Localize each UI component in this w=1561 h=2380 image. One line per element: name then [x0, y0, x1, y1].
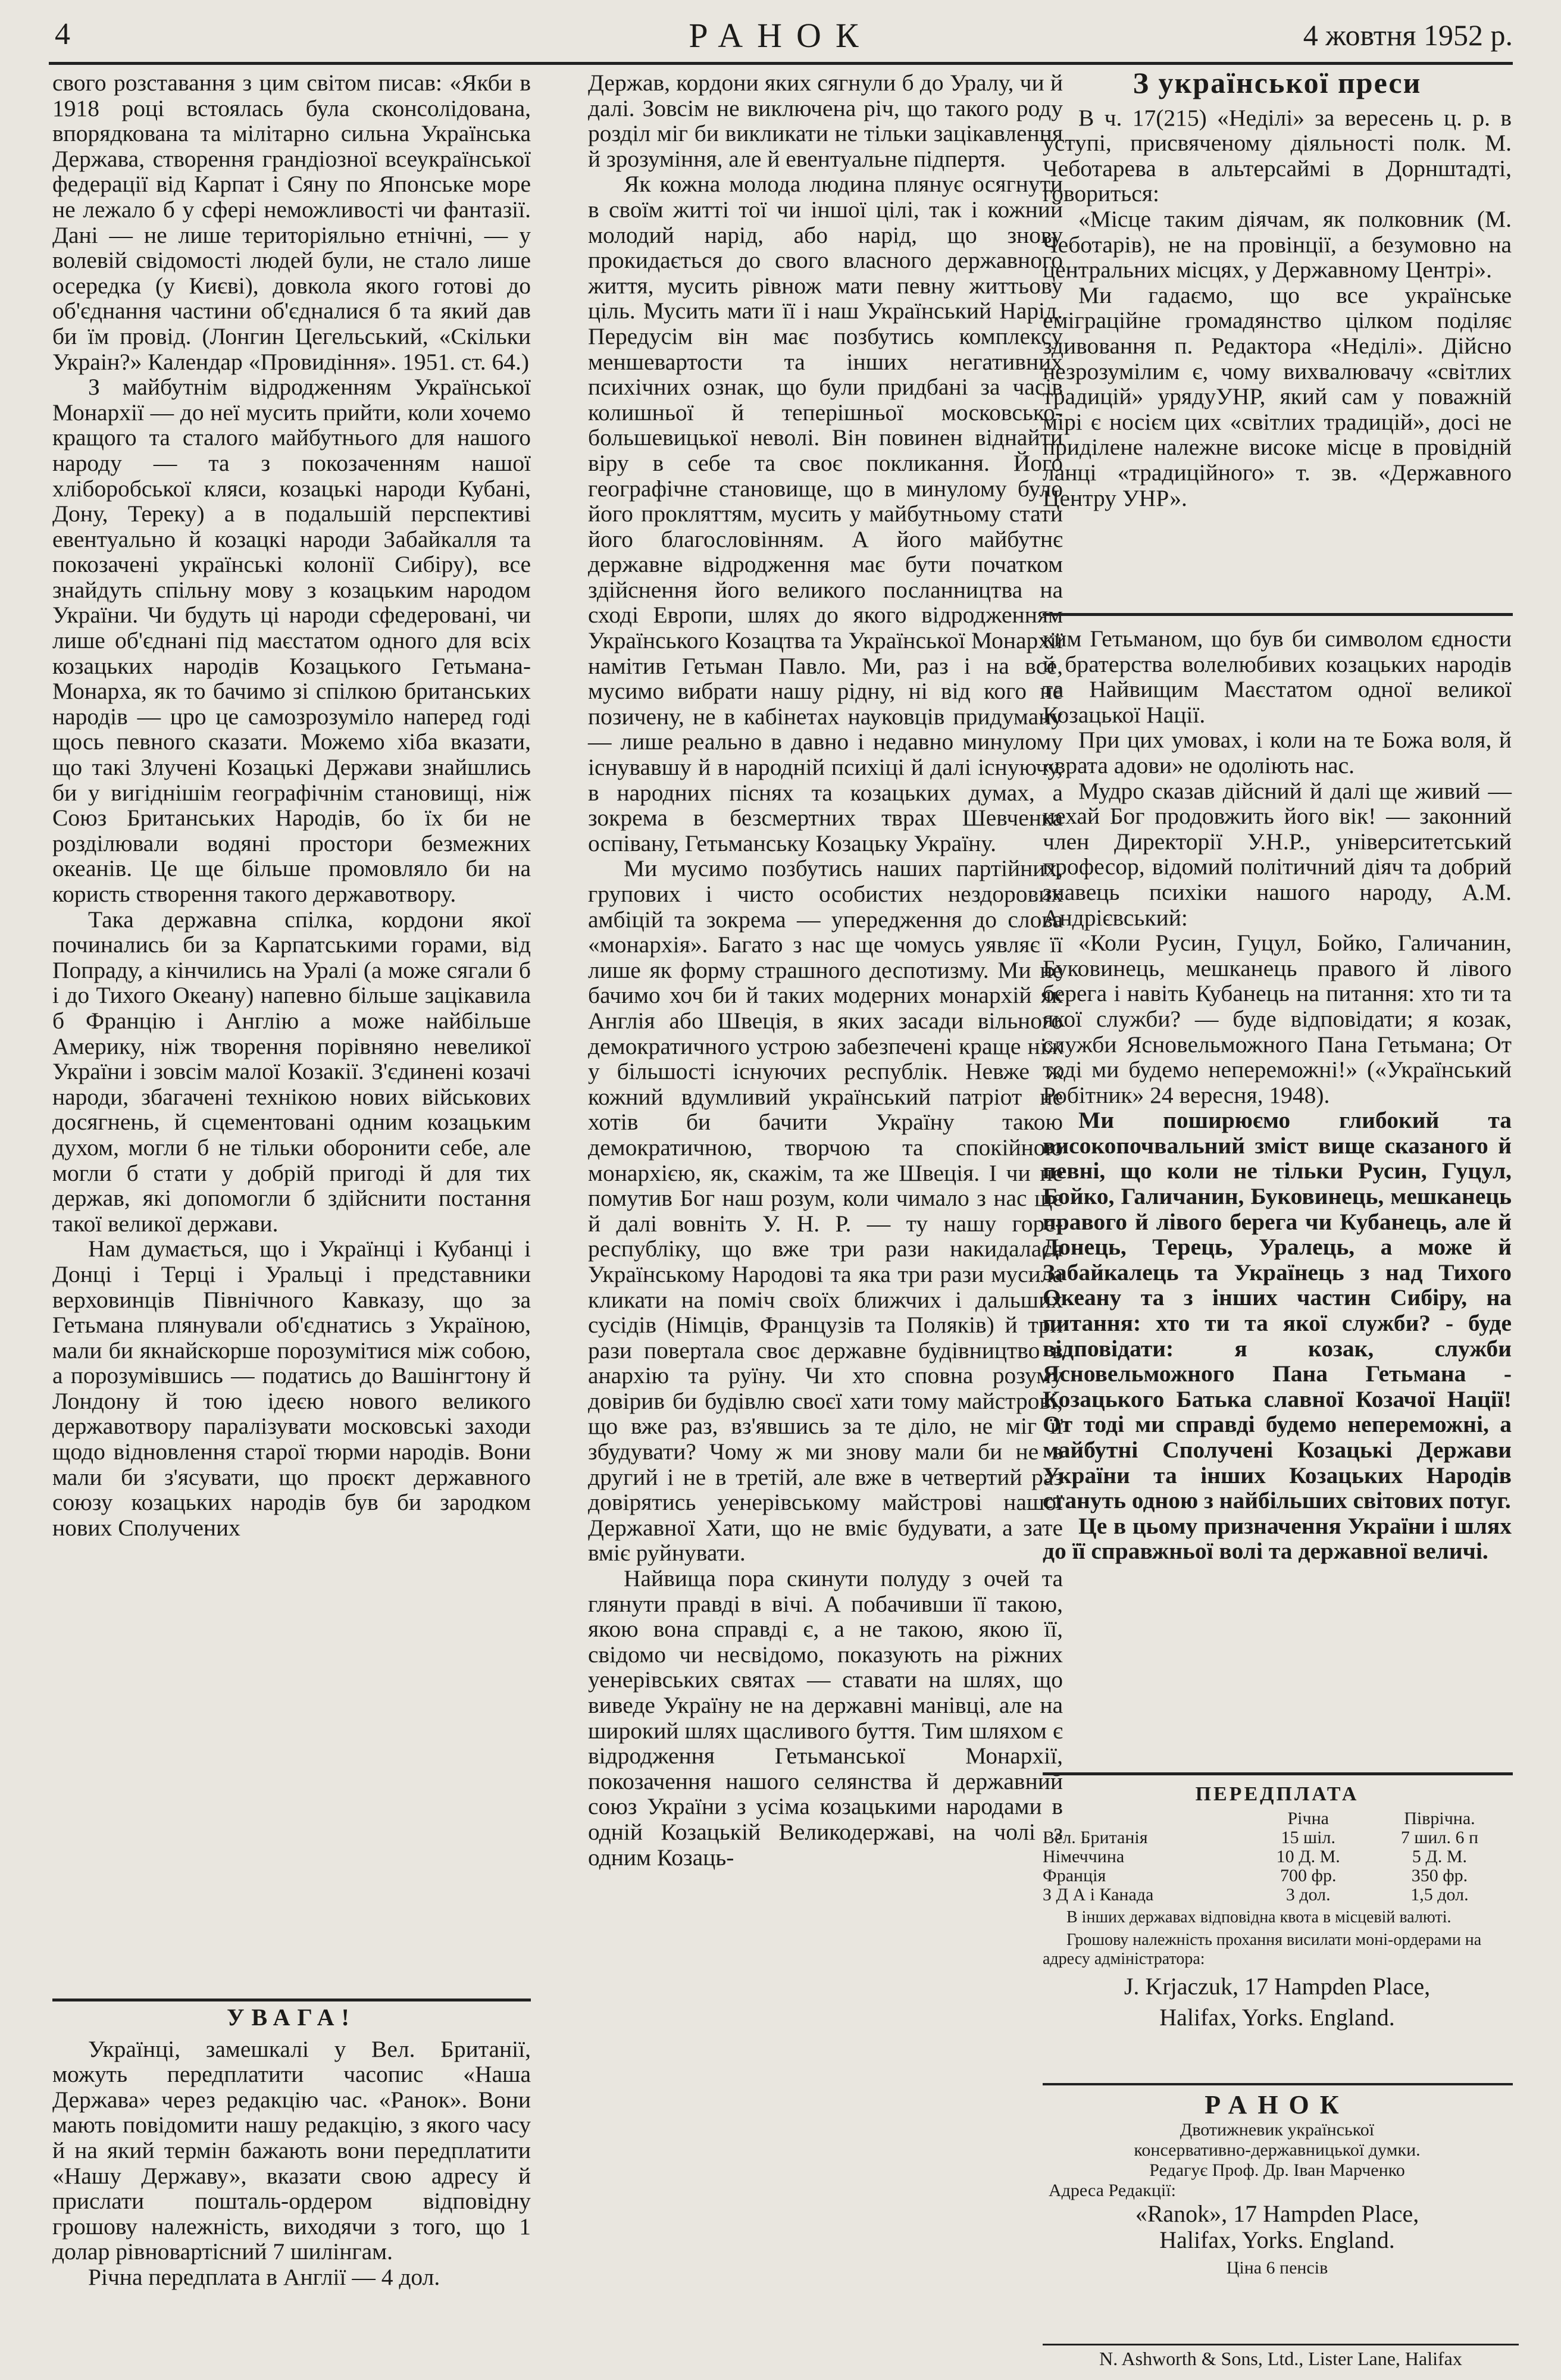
table-cell: З Д А і Канада [1043, 1885, 1154, 1904]
table-cell: 5 Д. М. [1412, 1847, 1467, 1866]
article-paragraph: При цих умовах, і коли на те Божа воля, й «врата адови» не одоліють нас. [1043, 727, 1512, 778]
table-cell: 1,5 дол. [1410, 1885, 1469, 1904]
notice-title: УВАГА! [227, 2004, 356, 2031]
column-1 [52, 70, 531, 1540]
press-paragraph: «Місце таким діячам, як полковник (М. Чеботарів), не на провінції, а безумовно на центральних місцях, у Державному Центрі». [1043, 205, 1512, 283]
column-2 [588, 70, 1063, 1870]
section-divider [1043, 1772, 1513, 1775]
table-cell: 15 шіл. [1281, 1828, 1335, 1847]
subscription-note: В інших державах відповідна квота в місцевій валюті. [1066, 1908, 1451, 1926]
table-row [1043, 1866, 1512, 1885]
article-paragraph: Нам думається, що і Українці і Кубанці і Донці і Терці і Уральці і представники верховинців Північного Кавказу, що за Гетьмана плянували об'єднатись з Україною, мали би якнайскорше порозумітися між собою, а порозумівшись — податись до Вашінгтону й Лондону й тою ідеєю нового великого державотвору паралізувати московські заходи щодо відновлення старої тюрми народів. Вони мали би з'ясувати, що проєкт державного союзу козацьких народів був би зародком нових Сполучених [52, 1236, 531, 1541]
table-cell: 3 дол. [1285, 1885, 1331, 1904]
editorial-address-line: Halifax, Yorks. England. [1159, 2226, 1395, 2253]
press-title: З української преси [1133, 66, 1422, 99]
page-number: 4 [55, 17, 70, 51]
page-header [49, 13, 1513, 65]
masthead-subtitle: Редагує Проф. Др. Іван Марченко [1149, 2160, 1405, 2180]
press-section [1043, 66, 1512, 511]
table-cell: Вел. Британія [1043, 1828, 1148, 1847]
section-divider [1043, 613, 1513, 616]
article-paragraph: Це в цьому призначення України і шлях до її справжньої волі та державної величі. [1043, 1512, 1512, 1565]
notice-paragraph: Річна передплата в Англії — 4 дол. [88, 2263, 440, 2290]
masthead-subtitle: консервативно-державницької думки. [1134, 2140, 1421, 2160]
article-paragraph: Ми мусимо позбутись наших партійних, групових і чисто особистих нездорових амбіцій та зокрема — упередження до слова «монархія». Багато з нас ще чомусь уявляє її лише як форму страшного деспотизму. Ми не бачимо хоч би й таких модерних монархій як Англія або Швеція, в яких засади вільного демократичного устрою забезпечені краще ніж у більшості існуючих республік. Невже ж кожний вдумливий український патріот не хотів би бачити Україну такою демократичною, творчою та спокійною монархією, як, скажім, та же Швеція. І чи не помутив Бог наш розум, коли чимало з нас ще й далі вовніть У. Н. Р. — ту нашу горе-республіку, що вже три рази накидалася Українському Народові та яка три рази мусила кликати на поміч своїх ближчих і дальших сусідів (Німців, Французів та Поляків) й три рази повертала своє державне будівництво в анархію та руїну. Чи хто сповна розуму довірив би будівлю своєї хати тому майстрові, що вже раз, вз'явшись за те діло, не міг її збудувати? Чому ж ми знову мали би не в другий і не в третій, але вже в четвертий раз довірятись уенерівському майстрові нашої Державної Хати, що не вміє будувати, а зате вміє руйнувати. [588, 855, 1063, 1566]
masthead-title: РАНОК [1205, 2090, 1350, 2119]
admin-address-line: J. Krjaczuk, 17 Hampden Place, [1124, 1973, 1431, 2000]
table-cell: 700 фр. [1280, 1866, 1337, 1885]
table-row [1043, 1847, 1512, 1866]
subscription-note: Грошову належність прохання висилати моні-ордерами на адресу адміністратора: [1043, 1931, 1482, 1968]
address-label: Адреса Редакції: [1049, 2181, 1176, 2200]
notice-box [52, 1999, 531, 2290]
article-paragraph: Мудро сказав дійсний й далі ще живий — нехай Бог продовжить його вік! — законний член Директорії У.Н.Р., університетський професор, відомий політичний діяч та добрий знавець психіки нашого народу, А.М. Андрієвський: [1043, 777, 1512, 931]
table-cell: Німеччина [1043, 1847, 1125, 1866]
table-row [1043, 1885, 1512, 1904]
article-paragraph: Найвища пора скинути полуду з очей та глянути правді в вічі. А побачивши її такою, якою вона справді є, а не такою, якою її, свідомо чи несвідомо, показують на ріжних уенерівських святах — ставати на шлях, що виведе Україну не на державні манівці, але на широкий шлях щасливого буття. Тим шляхом є відродження Гетьманської Монархії, покозачення нашого селянства й державний союз України з усіма козацькими народами в одній Козацькій Великодержаві, на чолі з одним Козаць- [588, 1565, 1063, 1871]
article-paragraph: «Коли Русин, Гуцул, Бойко, Галичанин, Буковинець, мешканець правого й лівого берега і навіть Кубанець на питання: хто ти та якої служби? — буде відповідати; я козак, служби Ясновельможного Пана Гетьмана; От тоді ми будемо непереможні!» («Український Робітник» 24 вересня, 1948). [1043, 930, 1512, 1108]
article-paragraph: З майбутнім відродженням Української Монархії — до неї мусить прийти, коли хочемо кращого та сталого майбутнього для нашого народу — та з покозаченням нашої хліборобської кляси, козацькі народи Кубані, Дону, Тереку) а в подальшій перспективі евентуально й козацкі народи Забайкалля та покозачені українські колонії Сибіру), все знайдуть спільну мову з козацьким народом України. Чи будуть ці народи сфедеровані, чи лише об'єднані під маєстатом одного для всіх козацьких народів Козацького Гетьмана-Монарха, як то бачимо зі спілкою британських народів — цро це самозрозуміло наперед годі щось певного сказати. Можемо хіба вказати, що такі Злучені Козацькі Держави знайшлись би у вигіднішім географічнім становищі, ніж Союз Британських Народів, бо їх би не розділювали водяні простори безмежних океанів. Це ще більше промовляло би на користь створення такого державотвору. [52, 374, 531, 907]
admin-address-line: Halifax, Yorks. England. [1159, 2004, 1395, 2031]
table-header [1043, 1809, 1249, 1828]
subscription-table [1043, 1809, 1512, 1904]
masthead-subtitle: Двотижневик української [1180, 2120, 1375, 2140]
table-cell: Франція [1043, 1866, 1106, 1885]
article-paragraph: Як кожна молода людина плянує осягнути в своїм житті тої чи іншої цілі, так і кожний молодий нарід, або нарід, що знову прокидається до свого власного державного життя, мусить рівнож мати певну життьову ціль. Мусить мати її і наш Український Нарід. Передусім він має позбутись комплексу меншевартости та інших негативних психічних ознак, що були придбані за часів колишньої й теперішньої московсько-большевицької неволі. Він повинен віднайти віру в себе та своє покликання. Його географічне становище, що в минулому було його прокляттям, мусить у майбутньому стати його благословінням. А його майбутнє державне відродження має бути початком здійснення його великого посланництва на сході Европи, шлях до якого відродженням Українського Козацтва та Української Монархії намітив Гетьман Павло. Ми, раз і на все, мусимо вибрати нашу рідну, ні від кого не позичену, не в кабінетах науковців придуману — лише реально в давно і недавно минулому існувавшу й в народній психіці й далі існуючу, в народних піснях та козацьких думах, а зокрема в безсмертних тврах Шевченка оспівану, Гетьманську Козацьку Україну. [588, 171, 1063, 856]
press-paragraph: Ми гадаємо, що все українське еміграційне громадянство цілком поділяє здивовання п. Редактора «Неділі». Дійсно незрозумілим є, чому вихвалювачу «світлих традицій» урядуУНР, який сам у поважній мірі є носієм цих «світлих традицій», досі не приділене належне високе місце в провідній ланці «традиційного» т. зв. «Державного Центру УНР». [1043, 282, 1512, 511]
subscription-box [1043, 1784, 1512, 2031]
table-cell: 350 фр. [1411, 1866, 1468, 1885]
editorial-address-line: «Ranok», 17 Hampden Place, [1135, 2200, 1419, 2227]
subscription-title: ПЕРЕДПЛАТА [1195, 1783, 1359, 1805]
article-continuation [1043, 626, 1512, 1564]
issue-price: Ціна 6 пенсів [1226, 2258, 1328, 2278]
article-paragraph: Держав, кордони яких сягнули б до Уралу, чи й далі. Зовсім не виключена річ, що такого роду розділ міг би викликати не тільки зацікавлення й зрозуміння, але й евентуальне підпертя. [588, 70, 1063, 172]
press-paragraph: В ч. 17(215) «Неділі» за вересень ц. р. в уступі, присвяченому діяльності полк. М. Чеботарева в альтерсаймі в Дорнштадті, говориться: [1043, 104, 1512, 207]
issue-date: 4 жовтня 1952 р. [1303, 18, 1513, 52]
printer-imprint: N. Ashworth & Sons, Ltd., Lister Lane, Halifax [1043, 2344, 1519, 2370]
table-header: Річна [1287, 1809, 1329, 1828]
article-paragraph: ким Гетьманом, що був би символом єдности й братерства волелюбивих козацьких народів та Найвищим Маєстатом одної великої Козацької Нації. [1043, 626, 1512, 728]
table-cell: 10 Д. М. [1276, 1847, 1340, 1866]
table-row [1043, 1828, 1512, 1847]
article-paragraph: свого розставання з цим світом писав: «Якби в 1918 році встоялась була сконсолідована, впорядкована та мілітарно сильна Українська Держава, створення грандіозної всеукраїнської федерації від Карпат і Сяну по Японське море не лежало б у сфері неможливості чи фантазії. Дані — не лише територіяльно етнічні, — у волевій свідомості людей були, не стало лише осередка (у Києві), довкола якого готові до об'єднання частини об'єдналися б та який дав би їм провід. (Лонгин Цегельський, «Скільки Украін?» Календар «Провидіння». 1951. ст. 64.) [52, 70, 531, 375]
table-cell: 7 шил. 6 п [1400, 1828, 1479, 1847]
article-paragraph: Ми поширюємо глибокий та високопочвальний зміст вище сказаного й певні, що коли не тільки Русин, Гуцул, Бойко, Галичанин, Буковинець, мешканець правого й лівого берега чи Кубанець, але й Донець, Терець, Уралець, а може й Забайкалець та Українець з над Тихого Океану та з інших частин Сибіру, на питання: хто ти та якої служби? - буде відповідати: я козак, служби Ясновельможного Пана Гетьмана - Козацького Батька славної Козачої Нації! От тоді ми справді будемо непереможні, а майбутні Сполучені Козацькі Держави України та інших Козацьких Народів стануть одною з найбільших світових потуг. [1043, 1107, 1512, 1514]
article-paragraph: Така державна спілка, кордони якої починались би за Карпатськими горами, від Попраду, а кінчились на Уралі (а може сягали б і до Тихого Океану) напевно більше зацікавила б Францію і Англію а може найбільше Америку, ніж творення порівняно невеликої України і зовсім малої Козакії. З'єдинені козачі народи, збагачені технікою нових військових досягнень, й сцементовані одним козацьким духом, могли б не тільки оборонити себе, але могли б стати у добрій пригоді й для тих держав, які допомогли б здійснити постання такої великої держави. [52, 906, 531, 1237]
table-header-row [1043, 1809, 1512, 1828]
newspaper-title: РАНОК [689, 16, 873, 55]
notice-paragraph: Українці, замешкалі у Вел. Британії, можуть передплатити часопис «Наша Держава» через редакцію час. «Ранок». Вони мають повідомити нашу редакцію, з якого часу й на який термін бажають вони передплатити «Нашу Державу», вказати свою адресу й прислати пошталь-ордером відповідну грошову належність, виходячи з того, що 1 долар рівновартісний 7 шилінгам. [52, 2035, 531, 2265]
section-divider [1043, 2083, 1513, 2085]
table-header: Піврічна. [1404, 1809, 1475, 1828]
masthead-box [1043, 2090, 1512, 2278]
